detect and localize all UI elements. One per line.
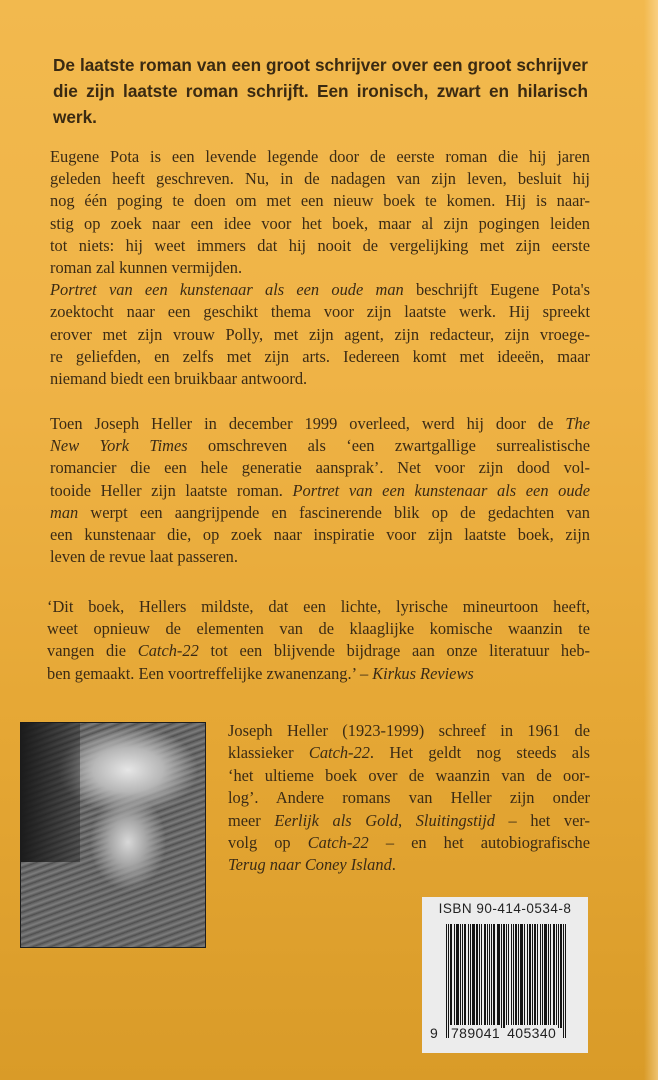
barcode-bar [450,924,452,1028]
text-line [228,832,590,854]
book-title: Eerlijk als Gold [274,810,399,830]
barcode-bar [468,924,469,1028]
text-line [50,413,590,435]
author-bio [228,720,590,877]
text-line: re geliefden, en zelfs met zijn arts. Iedereen komt met ideeën, maar [50,346,590,366]
text-fragment: tooide Heller zijn laatste roman. [50,480,293,500]
text-fragment: . Het geldt nog steeds als [369,743,591,763]
text-fragment: . [391,855,396,875]
ean-group-left: 789041 [451,1025,501,1041]
text-fragment: vangen die [47,641,138,661]
barcode-bar [481,924,482,1028]
barcode-bar [497,924,500,1028]
text-line [228,810,590,832]
publication-title: New York Times [50,436,188,456]
barcode-bars [446,924,572,1040]
text-line [50,279,590,301]
text-line: ‘Dit boek, Hellers mildste, dat een lichte, lyrische mineurtoon heeft, [47,597,590,616]
text-line: ‘het ultieme boek over de waanzin van de oor- [228,765,590,785]
text-fragment: volg op [228,833,308,853]
barcode-bar [558,924,559,1028]
barcode-bar [534,924,536,1028]
barcode-bar [520,924,523,1028]
barcode-bar [479,924,480,1028]
barcode-bar [529,924,531,1028]
text-line [50,502,590,524]
text-line: tot niets: hij weet immers dat hij nooit de vergelijking met zijn eerste [50,235,590,255]
barcode-bar [508,924,509,1038]
text-line: zoektocht naar een geschikt thema voor zijn laatste werk. Hij spreekt [50,302,590,322]
author-death-paragraph [50,413,590,568]
text-fragment: werpt een aangrijpende en fascinerende blik op de gedachten van [78,502,590,522]
review-source: Kirkus Reviews [372,663,474,683]
text-line: geleden heeft geschreven. Nu, in de nadagen van zijn leven, besluit hij [50,169,590,189]
text-fragment: omschreven als ‘een zwartgallige surrealistische [187,436,590,456]
isbn-label: ISBN 90-414-0534-8 [438,901,572,916]
synopsis-paragraph [50,146,590,390]
text-line [47,640,590,662]
text-line [47,663,590,685]
barcode-bar [503,924,505,1028]
barcode-bar [491,924,492,1028]
barcode-bar [487,924,488,1028]
book-title: man [50,502,79,522]
text-fragment: Toen Joseph Heller in december 1999 overleed, werd hij door de [50,414,566,433]
barcode-bar [462,924,463,1028]
barcode-bar [506,924,507,1038]
barcode-bar [560,924,562,1028]
book-title: Catch-22 [308,743,370,763]
barcode-bar [470,924,471,1028]
barcode-bar [476,924,478,1028]
text-line: weet opnieuw de elementen van de klaaglijke komische waanzin te [47,619,590,639]
cover-edge-highlight [644,0,658,1080]
text-line: Joseph Heller (1923-1999) schreef in 1961 de [228,721,590,740]
barcode-label [422,897,588,1053]
barcode-bar [446,924,447,1038]
text-fragment: beschrijft Eugene Pota's [403,280,590,300]
barcode-bar [511,924,512,1028]
text-line: stig op zoek naar een idee voor het boek, maar al zijn pogingen leiden [50,213,590,233]
barcode-bar [532,924,533,1028]
text-line: Eugene Pota is een levende legende door de eerste roman die hij jaren [50,147,590,166]
barcode-bar [556,924,557,1028]
book-title: Terug naar Coney Island [228,855,392,875]
barcode-bar [527,924,528,1028]
barcode-bar [454,924,455,1028]
text-line: roman zal kunnen vermijden. [50,258,243,278]
barcode-bar [493,924,495,1028]
text-line: erover met zijn vrouw Polly, met zijn agent, zijn redacteur, zijn vroege- [50,324,590,344]
ean-group-right: 405340 [507,1025,557,1041]
barcode-bar [513,924,514,1028]
barcode-bar [548,924,549,1028]
text-fragment: – het ver- [494,810,590,830]
barcode-bar [489,924,490,1028]
text-fragment: tot een blijvende bijdrage aan onze literatuur heb- [198,641,590,661]
text-line: leven de revue laat passeren. [50,547,238,567]
text-line [50,435,590,457]
text-line: niemand biedt een bruikbaar antwoord. [50,369,308,389]
barcode-bar [537,924,538,1028]
text-fragment: , [398,810,416,830]
text-fragment: meer [228,810,275,830]
review-quote [47,596,590,685]
barcode-bar [565,924,566,1038]
ean-first-digit: 9 [430,1025,438,1041]
barcode-bar [563,924,564,1038]
publication-title: The [565,414,590,433]
barcode-bar [542,924,543,1028]
barcode-bar [544,924,547,1028]
text-fragment: klassieker [228,743,309,763]
barcode-bar [518,924,519,1028]
text-line: nog één poging te doen om met een nieuw boek te komen. Hij is naar- [50,191,590,211]
book-title: Catch-22 [137,641,199,661]
author-photo [20,722,206,948]
barcode-bar [553,924,555,1028]
barcode-bar [524,924,525,1028]
barcode-bar [501,924,502,1028]
barcode-bar [550,924,551,1028]
barcode-bar [464,924,466,1028]
barcode-bar [540,924,541,1028]
barcode-bar [460,924,461,1028]
text-line [228,854,590,876]
barcode-bar [472,924,475,1028]
text-line [228,742,590,764]
text-line: romancier die een hele generatie aansprak’. Net voor zijn dood vol- [50,458,590,478]
barcode-bar [448,924,449,1038]
text-fragment: – en het autobiografische [368,833,591,853]
barcode-bar [484,924,486,1028]
text-fragment: ben gemaakt. Een voortreffelijke zwanenzang.’ – [47,663,373,683]
book-title: Portret van een kunstenaar als een oude [292,480,591,500]
tagline: De laatste roman van een groot schrijver over een groot schrijver die zijn laatste roman schrijft. Een ironisch, zwart en hilarisch werk. [53,55,588,127]
book-title: Sluitingstijd [415,810,495,830]
barcode-bar [515,924,517,1028]
ean-digits [430,1025,580,1041]
photo-shadow [20,722,80,862]
book-title: Catch-22 [307,833,369,853]
text-line [50,480,590,502]
text-line: een kunstenaar die, op zoek naar inspiratie voor zijn laatste boek, zijn [50,525,590,545]
book-title: Portret van een kunstenaar als een oude man [50,280,404,300]
text-line: log’. Andere romans van Heller zijn onder [228,788,590,808]
barcode-bar [456,924,459,1028]
